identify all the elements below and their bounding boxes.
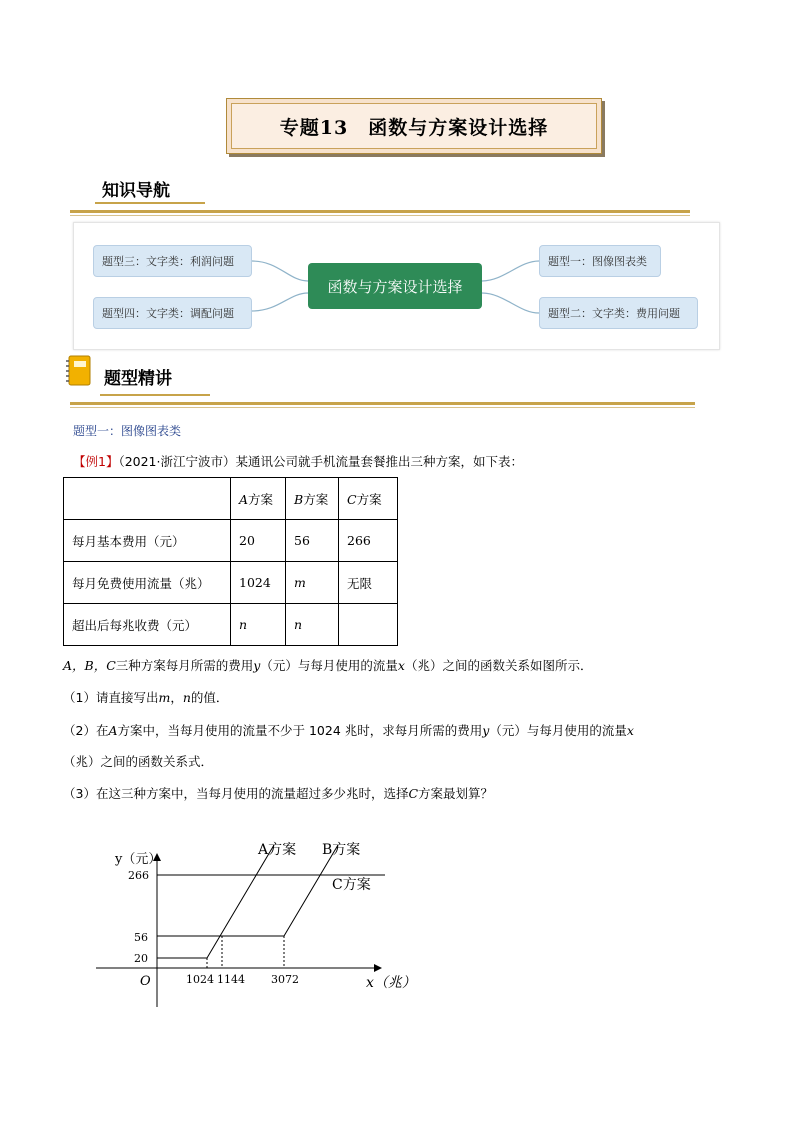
- mind-map-node-type2: 题型二：文字类：费用问题: [539, 297, 698, 329]
- x-tick-3072: 3072: [271, 973, 299, 986]
- mind-map-node-type3: 题型三：文字类：利润问题: [93, 245, 252, 277]
- nav-rule: [70, 210, 690, 213]
- lecture-rule: [70, 402, 695, 405]
- table-row: [64, 520, 398, 562]
- line-plan-a: [157, 845, 274, 958]
- table-cell: 每月免费使用流量（兆）: [64, 562, 231, 604]
- x-tick-1144: 1144: [217, 973, 245, 986]
- example-source: （2021·浙江宁波市）: [118, 454, 236, 469]
- lecture-underline: [100, 394, 210, 396]
- nav-heading: 知识导航: [102, 181, 170, 201]
- table-header-cell: B方案: [286, 478, 339, 520]
- label-plan-c: C方案: [332, 877, 371, 893]
- table-cell: 每月基本费用（元）: [64, 520, 231, 562]
- label-plan-b: B方案: [322, 842, 361, 858]
- mind-map: [73, 222, 720, 350]
- mind-map-center: 函数与方案设计选择: [308, 263, 482, 309]
- example-tag: 【例1】: [73, 454, 119, 469]
- table-cell: n: [231, 604, 286, 646]
- title-box: [226, 98, 602, 154]
- table-header-cell: C方案: [339, 478, 398, 520]
- origin-label: O: [140, 974, 151, 989]
- function-graph: [90, 835, 430, 1015]
- y-tick-20: 20: [134, 952, 148, 965]
- notebook-icon: [66, 355, 92, 387]
- lecture-heading: 题型精讲: [104, 369, 172, 389]
- table-header-row: [64, 478, 398, 520]
- table-cell: [339, 604, 398, 646]
- question-2: （2）在A方案中，当每月使用的流量不少于 1024 兆时，求每月所需的费用y（元）与每月使用的流量x: [63, 723, 634, 738]
- nav-underline: [95, 202, 205, 204]
- mind-map-node-type1: 题型一：图像图表类: [539, 245, 661, 277]
- description-line: A，B，C三种方案每月所需的费用y（元）与每月使用的流量x（兆）之间的函数关系如图所示．: [63, 658, 593, 673]
- label-plan-a: A方案: [258, 842, 297, 858]
- type1-label: 题型一：图像图表类: [73, 424, 182, 438]
- question-3: （3）在这三种方案中，当每月使用的流量超过多少兆时，选择C方案最划算？: [63, 786, 494, 801]
- table-header-cell: A方案: [231, 478, 286, 520]
- example-text: 某通讯公司就手机流量套餐推出三种方案，如下表：: [235, 454, 524, 469]
- table-cell: [64, 478, 231, 520]
- table-row: [64, 562, 398, 604]
- plan-table: [63, 477, 398, 646]
- y-axis-label: y（元）: [115, 852, 162, 867]
- question-1: （1）请直接写出m，n的值．: [63, 690, 229, 705]
- table-cell: m: [286, 562, 339, 604]
- y-tick-56: 56: [134, 931, 148, 944]
- page-title: 专题13 函数与方案设计选择: [231, 103, 597, 149]
- table-cell: 56: [286, 520, 339, 562]
- mind-map-node-type4: 题型四：文字类：调配问题: [93, 297, 252, 329]
- example-line: [73, 452, 523, 470]
- x-tick-1024: 1024: [186, 973, 214, 986]
- lecture-rule-thin: [70, 407, 695, 408]
- nav-rule-thin: [70, 215, 690, 216]
- table-cell: n: [286, 604, 339, 646]
- y-tick-266: 266: [128, 869, 149, 882]
- table-row: [64, 604, 398, 646]
- table-cell: 超出后每兆收费（元）: [64, 604, 231, 646]
- question-2-cont: （兆）之间的函数关系式．: [63, 754, 214, 769]
- x-axis-label: x（兆）: [366, 975, 416, 991]
- table-cell: 1024: [231, 562, 286, 604]
- table-cell: 无限: [339, 562, 398, 604]
- table-cell: 20: [231, 520, 286, 562]
- table-cell: 266: [339, 520, 398, 562]
